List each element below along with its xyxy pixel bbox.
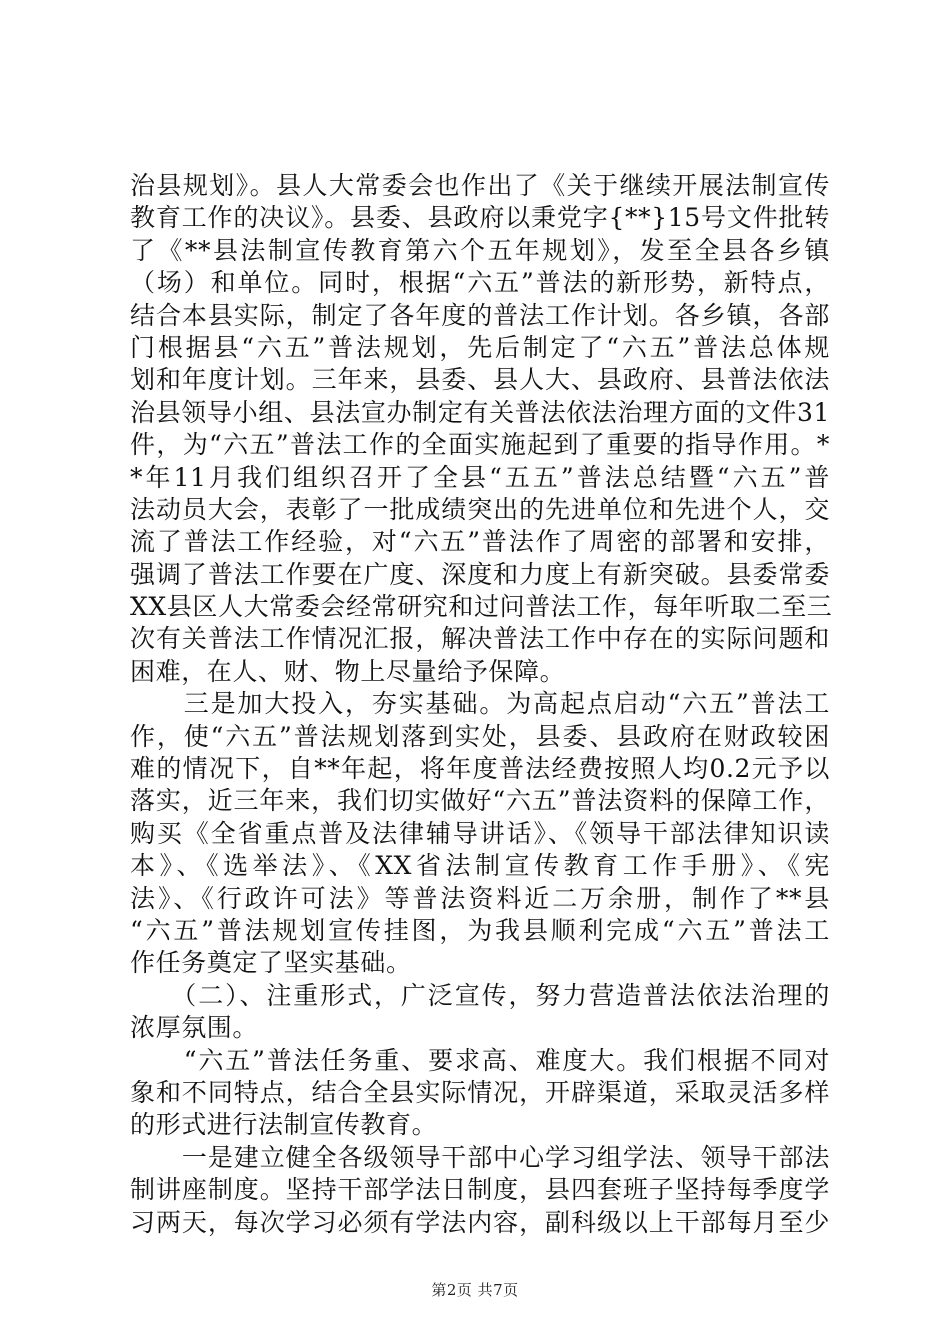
- text-line: 一是建立健全各级领导干部中心学习组学法、领导干部法: [130, 1142, 830, 1172]
- text-line: 浓厚氛围。: [130, 1013, 259, 1043]
- text-line: （场）和单位。同时，根据“六五”普法的新形势，新特点，: [130, 268, 830, 298]
- text-line: 流了普法工作经验，对“六五”普法作了周密的部署和安排，: [130, 527, 830, 557]
- text-line: 困难，在人、财、物上尽量给予保障。: [130, 656, 566, 686]
- text-line: 落实，近三年来，我们切实做好“六五”普法资料的保障工作，: [130, 786, 830, 816]
- text-line: 购买《全省重点普及法律辅导讲话》、《领导干部法律知识读: [130, 818, 830, 848]
- text-line: （二）、注重形式，广泛宣传，努力营造普法依法治理的: [130, 980, 830, 1010]
- text-line: 强调了普法工作要在广度、深度和力度上有新突破。县委常委: [130, 559, 830, 589]
- text-line: 的形式进行法制宣传教育。: [130, 1110, 438, 1140]
- text-line: 难的情况下，自**年起，将年度普法经费按照人均0.2元予以: [130, 754, 830, 784]
- text-line: 法动员大会，表彰了一批成绩突出的先进单位和先进个人，交: [130, 494, 830, 524]
- text-line: 了《**县法制宣传教育第六个五年规划》，发至全县各乡镇: [130, 235, 830, 265]
- text-line: 门根据县“六五”普法规划，先后制定了“六五”普法总体规: [130, 332, 830, 362]
- text-line: 次有关普法工作情况汇报，解决普法工作中存在的实际问题和: [130, 624, 830, 654]
- text-line: 三是加大投入，夯实基础。为高起点启动“六五”普法工: [130, 689, 830, 719]
- text-line: 治县领导小组、县法宣办制定有关普法依法治理方面的文件31: [130, 397, 830, 427]
- text-line: *年11月我们组织召开了全县“五五”普法总结暨“六五”普: [130, 462, 830, 492]
- text-line: 治县规划》。县人大常委会也作出了《关于继续开展法制宣传: [130, 171, 830, 200]
- text-line: 件，为“六五”普法工作的全面实施起到了重要的指导作用。*: [130, 430, 830, 460]
- text-line: 本》、《选举法》、《XX省法制宣传教育工作手册》、《宪: [130, 851, 830, 881]
- text-line: 划和年度计划。三年来，县委、县人大、县政府、县普法依法: [130, 365, 830, 395]
- text-line: 法》、《行政许可法》等普法资料近二万余册，制作了**县: [130, 883, 830, 913]
- document-body: [130, 170, 833, 1239]
- text-line: 象和不同特点，结合全县实际情况，开辟渠道，采取灵活多样: [130, 1077, 830, 1107]
- text-line: 作，使“六五”普法规划落到实处，县委、县政府在财政较困: [130, 721, 830, 751]
- text-line: 作任务奠定了坚实基础。: [130, 948, 412, 978]
- text-line: 教育工作的决议》。县委、县政府以秉党字{**}15号文件批转: [130, 203, 830, 233]
- text-line: XX县区人大常委会经常研究和过问普法工作，每年听取二至三: [130, 592, 833, 622]
- text-line: 习两天，每次学习必须有学法内容，副科级以上干部每月至少: [130, 1207, 830, 1237]
- text-line: 制讲座制度。坚持干部学法日制度，县四套班子坚持每季度学: [130, 1175, 830, 1205]
- text-line: 结合本县实际，制定了各年度的普法工作计划。各乡镇，各部: [130, 300, 830, 330]
- text-line: “六五”普法任务重、要求高、难度大。我们根据不同对: [130, 1045, 830, 1075]
- text-line: “六五”普法规划宣传挂图，为我县顺利完成“六五”普法工: [130, 915, 830, 945]
- page-number-footer: 第2页 共7页: [431, 1281, 519, 1299]
